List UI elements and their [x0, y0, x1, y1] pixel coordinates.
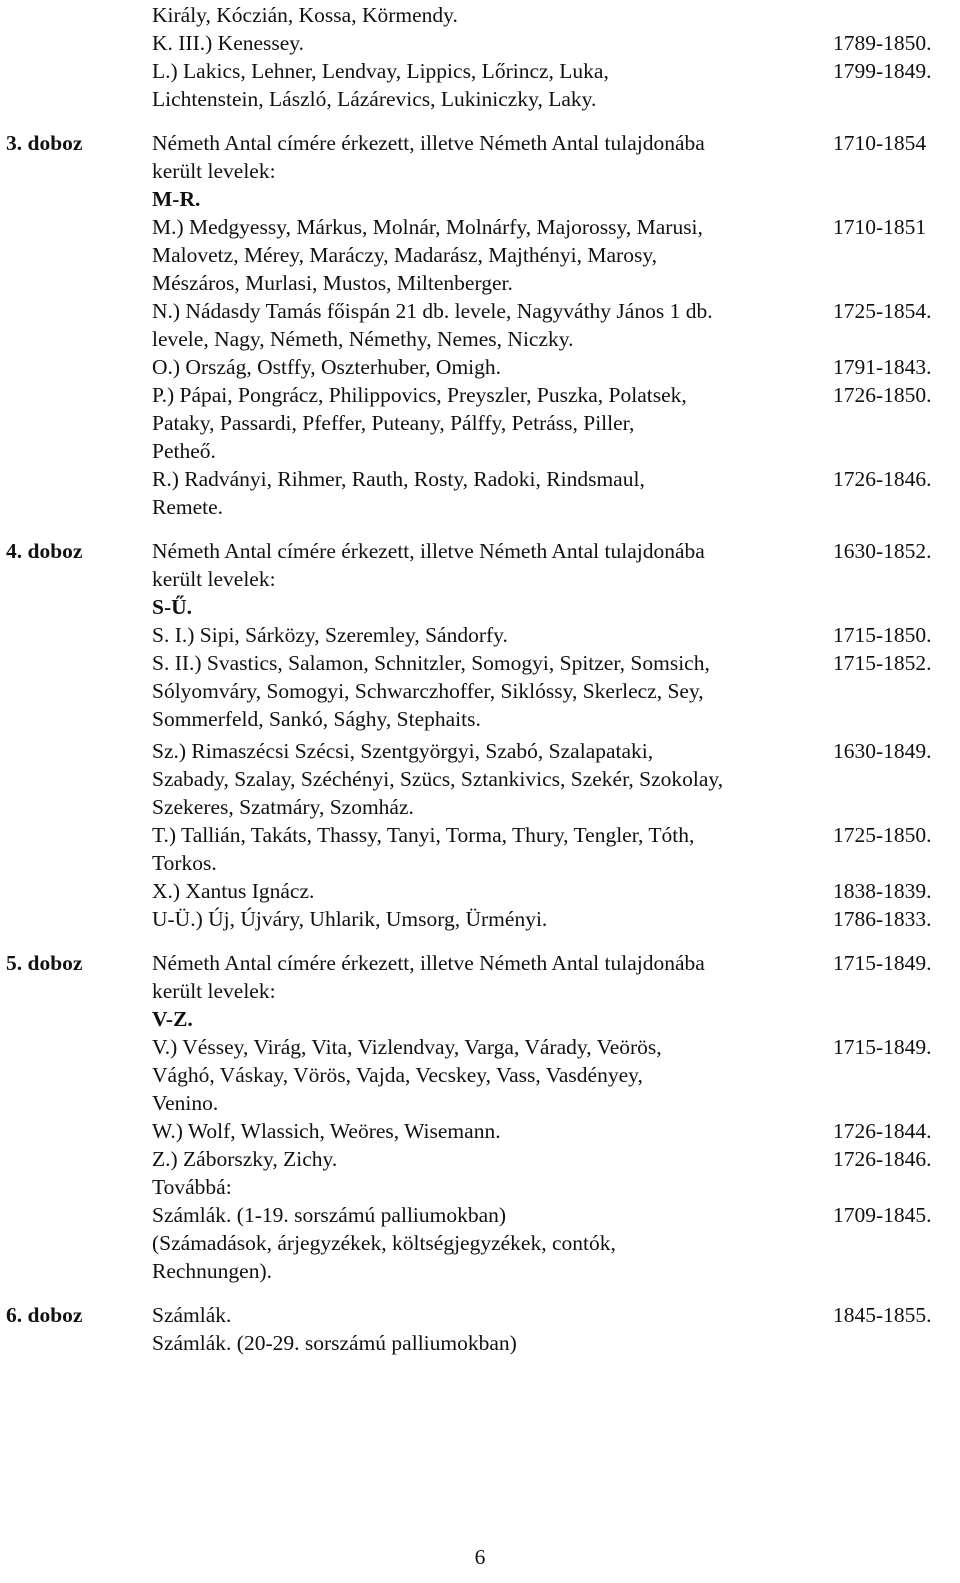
document-line [0, 1060, 960, 1090]
line-text: Németh Antal címére érkezett, illetve Németh Antal tulajdonába [152, 539, 705, 563]
date-range: 1710-1854 [833, 131, 927, 155]
document-line [0, 564, 960, 594]
line-text: Németh Antal címére érkezett, illetve Németh Antal tulajdonába [152, 951, 705, 975]
line-text: U-Ü.) Új, Újváry, Uhlarik, Umsorg, Ürményi. [152, 907, 548, 931]
line-text: Továbbá: [152, 1175, 232, 1199]
date-range: 1715-1849. [833, 1035, 932, 1059]
line-text: X.) Xantus Ignácz. [152, 879, 315, 903]
line-text: Pataky, Passardi, Pfeffer, Puteany, Pálffy, Petráss, Piller, [152, 411, 635, 435]
page-number: 6 [474, 1545, 486, 1569]
box-label: 4. doboz [6, 539, 83, 563]
document-line [0, 904, 960, 934]
line-text: Számlák. (1-19. sorszámú palliumokban) [152, 1203, 507, 1227]
document-line [0, 1300, 960, 1330]
document-line [0, 352, 960, 382]
line-text: Torkos. [152, 851, 217, 875]
line-text: N.) Nádasdy Tamás főispán 21 db. levele, Nagyváthy János 1 db. [152, 299, 713, 323]
line-text: Petheő. [152, 439, 216, 463]
line-text: levele, Nagy, Németh, Némethy, Nemes, Niczky. [152, 327, 574, 351]
line-text: Sólyomváry, Somogyi, Schwarczhoffer, Siklóssy, Skerlecz, Sey, [152, 679, 704, 703]
document-line [0, 0, 960, 30]
line-text: V.) Véssey, Virág, Vita, Vizlendvay, Varga, Várady, Veörös, [152, 1035, 662, 1059]
document-line [0, 676, 960, 706]
document-line [0, 1328, 960, 1358]
date-range: 1726-1850. [833, 383, 932, 407]
date-range: 1838-1839. [833, 879, 932, 903]
document-line [0, 764, 960, 794]
line-text: Számlák. [152, 1303, 232, 1327]
line-text: Németh Antal címére érkezett, illetve Németh Antal tulajdonába [152, 131, 705, 155]
line-text: T.) Tallián, Takáts, Thassy, Tanyi, Torma, Thury, Tengler, Tóth, [152, 823, 695, 847]
document-line [0, 184, 960, 214]
document-line [0, 1116, 960, 1146]
line-text: R.) Radványi, Rihmer, Rauth, Rosty, Radoki, Rindsmaul, [152, 467, 645, 491]
document-line [0, 820, 960, 850]
line-text: L.) Lakics, Lehner, Lendvay, Lippics, Lőrincz, Luka, [152, 59, 609, 83]
line-text: Szabady, Szalay, Széchényi, Szücs, Sztankivics, Szekér, Szokolay, [152, 767, 724, 791]
letter-range-heading: S-Ű. [152, 595, 193, 619]
document-line [0, 464, 960, 494]
document-line [0, 408, 960, 438]
document-line [0, 736, 960, 766]
line-text: M.) Medgyessy, Márkus, Molnár, Molnárfy, Majorossy, Marusi, [152, 215, 703, 239]
document-line [0, 792, 960, 822]
document-line [0, 84, 960, 114]
line-text: S. I.) Sipi, Sárközy, Szeremley, Sándorfy. [152, 623, 508, 647]
document-line [0, 1004, 960, 1034]
line-text: került levelek: [152, 567, 276, 591]
document-line [0, 324, 960, 354]
date-range: 1799-1849. [833, 59, 932, 83]
letter-range-heading: M-R. [152, 187, 201, 211]
document-line [0, 436, 960, 466]
line-text: Z.) Záborszky, Zichy. [152, 1147, 338, 1171]
date-range: 1845-1855. [833, 1303, 932, 1327]
document-line [0, 1228, 960, 1258]
line-text: került levelek: [152, 159, 276, 183]
line-text: Szekeres, Szatmáry, Szomház. [152, 795, 414, 819]
date-range: 1726-1846. [833, 467, 932, 491]
document-line [0, 56, 960, 86]
line-text: P.) Pápai, Pongrácz, Philippovics, Preyszler, Puszka, Polatsek, [152, 383, 687, 407]
date-range: 1715-1850. [833, 623, 932, 647]
line-text: került levelek: [152, 979, 276, 1003]
document-line [0, 948, 960, 978]
line-text: W.) Wolf, Wlassich, Weöres, Wisemann. [152, 1119, 501, 1143]
document-line [0, 380, 960, 410]
date-range: 1715-1849. [833, 951, 932, 975]
document-line [0, 592, 960, 622]
line-text: O.) Ország, Ostffy, Oszterhuber, Omigh. [152, 355, 502, 379]
document-line [0, 492, 960, 522]
line-text: Remete. [152, 495, 224, 519]
line-text: S. II.) Svastics, Salamon, Schnitzler, Somogyi, Spitzer, Somsich, [152, 651, 710, 675]
line-text: Számlák. (20-29. sorszámú palliumokban) [152, 1331, 517, 1355]
document-line [0, 1144, 960, 1174]
date-range: 1791-1843. [833, 355, 932, 379]
document-line [0, 1256, 960, 1286]
date-range: 1630-1849. [833, 739, 932, 763]
line-text: Mészáros, Murlasi, Mustos, Miltenberger. [152, 271, 513, 295]
date-range: 1710-1851 [833, 215, 927, 239]
date-range: 1725-1850. [833, 823, 932, 847]
document-line [0, 848, 960, 878]
document-line [0, 620, 960, 650]
line-text: Rechnungen). [152, 1259, 273, 1283]
line-text: Vághó, Váskay, Vörös, Vajda, Vecskey, Vass, Vasdényey, [152, 1063, 643, 1087]
date-range: 1725-1854. [833, 299, 932, 323]
line-text: Sz.) Rimaszécsi Szécsi, Szentgyörgyi, Szabó, Szalapataki, [152, 739, 654, 763]
date-range: 1709-1845. [833, 1203, 932, 1227]
document-line [0, 128, 960, 158]
box-label: 5. doboz [6, 951, 83, 975]
document-line [0, 156, 960, 186]
letter-range-heading: V-Z. [152, 1007, 193, 1031]
document-line [0, 268, 960, 298]
date-range: 1786-1833. [833, 907, 932, 931]
document-line [0, 296, 960, 326]
line-text: Venino. [152, 1091, 219, 1115]
document-line [0, 536, 960, 566]
document-line [0, 1172, 960, 1202]
date-range: 1726-1844. [833, 1119, 932, 1143]
date-range: 1630-1852. [833, 539, 932, 563]
document-line [0, 1032, 960, 1062]
line-text: Sommerfeld, Sankó, Sághy, Stephaits. [152, 707, 481, 731]
date-range: 1715-1852. [833, 651, 932, 675]
document-line [0, 1200, 960, 1230]
line-text: K. III.) Kenessey. [152, 31, 305, 55]
date-range: 1726-1846. [833, 1147, 932, 1171]
document-line [0, 648, 960, 678]
line-text: Malovetz, Mérey, Maráczy, Madarász, Majthényi, Marosy, [152, 243, 658, 267]
line-text: (Számadások, árjegyzékek, költségjegyzékek, contók, [152, 1231, 616, 1255]
date-range: 1789-1850. [833, 31, 932, 55]
box-label: 6. doboz [6, 1303, 83, 1327]
document-line [0, 212, 960, 242]
line-text: Király, Kóczián, Kossa, Körmendy. [152, 3, 458, 27]
document-line [0, 976, 960, 1006]
document-line [0, 704, 960, 734]
document-line [0, 240, 960, 270]
document-line [0, 28, 960, 58]
document-line [0, 1088, 960, 1118]
document-line [0, 876, 960, 906]
box-label: 3. doboz [6, 131, 83, 155]
line-text: Lichtenstein, László, Lázárevics, Lukiniczky, Laky. [152, 87, 597, 111]
